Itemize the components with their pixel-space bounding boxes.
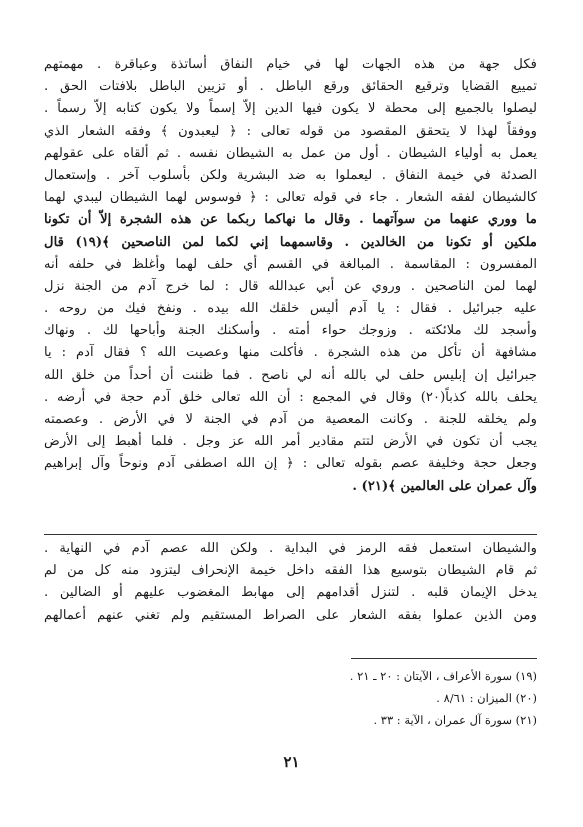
- text-line: كالشيطان لفقه الشعار . جاء في قوله تعالى : ﴿ فوسوس لهما الشيطان ليبدي لهما: [44, 190, 537, 206]
- text-line: الصدئة في خيمة النفاق . ليعملوا به ضد البشرية ولكن بأسلوب آخر . وإستعمال: [44, 167, 537, 183]
- footnote-rule: [351, 658, 537, 659]
- text-line: عليه جبرائيل . فقال : يا آدم أليس خلقك الله بيده . ونفخ فيك من روحه .: [44, 301, 537, 317]
- text-line: لهما لمن الناصحين . وروي عن أبي عبدالله قال : لما خرج آدم من الجنة نزل: [44, 278, 537, 294]
- text-line: ولم يخلقه للجنة . وكانت المعصية من آدم في الجنة لا في الأرض . وعصمته: [44, 412, 537, 427]
- text-line: ثم قام الشيطان بتوسيع هذا الفقه داخل خيمة الإنحراف ليتزود منه كل من لم: [44, 563, 537, 579]
- text-line-quran: ملكين أو تكونا من الخالدين . وقاسمهما إني لكما لمن الناصحين ﴾(١٩) قال: [44, 234, 537, 250]
- text-line: يعمل به أولياء الشيطان . أول من عمل به الشيطان نفسه . ثم ألقاه على عقولهم: [44, 145, 537, 161]
- text-line: والشيطان استعمل فقه الرمز في البداية . ولكن الله عصم آدم في النهاية .: [44, 541, 537, 556]
- text-line-quran: وآل عمران على العالمين ﴾(٢١) .: [352, 478, 537, 494]
- text-line: يحلف بالله كذباً(٢٠) وقال في المجمع : أن الله تعالى خلق آدم حجة في أرضه .: [44, 389, 537, 405]
- text-line: يدخل الإيمان قلبه . لتنزل أقدامهم إلى مهابط المغضوب عليهم أو الضالين .: [44, 585, 537, 601]
- main-paragraph: [44, 54, 537, 498]
- footnote: (١٩) سورة الأعراف ، الآيتان : ٢٠ ـ ٢١ .: [349, 669, 537, 683]
- text-line: وجعل حجة وخليفة عصم بقوله تعالى : ﴿ إن الله اصطفى آدم ونوحاً وآل إبراهيم: [44, 456, 537, 472]
- text-line: مشافهة أن تأكل من هذه الشجرة . فأكلت منها وعصيت الله ؟ فقال آدم : يا: [44, 345, 537, 361]
- footnote: (٢٠) الميزان : ٨/٦١ .: [436, 691, 537, 705]
- text-line: يجب أن تكون في الأرض لتتم مقادير أمر الله عز وجل . فلما أهبط إلى الأرض: [44, 434, 537, 450]
- second-paragraph: [44, 538, 537, 627]
- text-line: فكل جهة من هذه الجهات لها في خيام النفاق أساتذة وعباقرة . مهمتهم: [44, 57, 537, 72]
- text-line: ومن الذين عملوا بفقه الشعار على الصراط المستقيم ولم تغني عنهم أعمالهم: [44, 607, 537, 623]
- text-line: تمييع القضايا وترقيع الحقائق ورقع الباطل . أو تزيين الباطل بلافتات الحق .: [44, 79, 537, 95]
- text-line: ليصلوا بالجميع إلى محطة لا يكون فيها الدين إلاّ إسماً ولا يكون كتابه إلاّ رسماً .: [44, 101, 537, 117]
- text-line: ووفقاً لهذا لا يتحقق المقصود من قوله تعالى : ﴿ ليعبدون ﴾ وفقه الشعار الذي: [44, 123, 537, 139]
- text-line: وأسجد لك ملائكته . وزوجك حواء أمته . وأسكنك الجنة وأباحها لك . ونهاك: [44, 323, 537, 339]
- text-line-quran: ما ووري عنهما من سوآتهما . وقال ما نهاكما ربكما عن هذه الشجرة إلاّ أن تكونا: [44, 212, 537, 228]
- text-line: المفسرون : المقاسمة . المبالغة في القسم أي حلف لهما وأغلظ في حلفه أنه: [44, 256, 537, 272]
- text-line: جبرائيل إن إبليس حلف لي بالله أنه لي ناصح . فما ظننت أن أحداً من خلق الله: [44, 367, 537, 383]
- paragraph-divider: [44, 534, 537, 535]
- footnote: (٢١) سورة آل عمران ، الآية : ٣٣ .: [373, 713, 537, 727]
- footnotes: [200, 665, 537, 731]
- page-number: ٢١: [283, 753, 300, 771]
